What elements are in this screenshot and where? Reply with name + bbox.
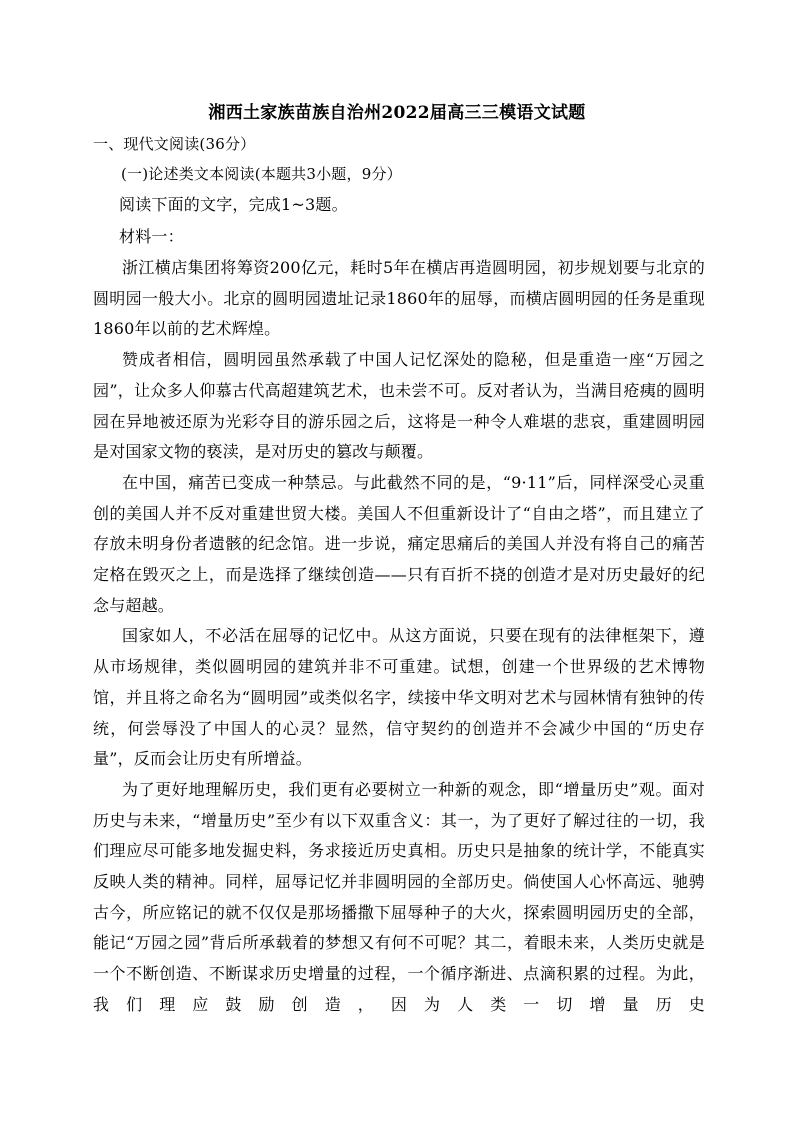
paragraph-4: 国家如人，不必活在屈辱的记忆中。从这方面说，只要在现有的法律框架下，遵从市场规律，类似圆明园的建筑并非不可重建。试想，创建一个世界级的艺术博物馆，并且将之命名为“圆明园”或类似名字，续接中华文明对艺术与园林情有独钟的传统，何尝辱没了中国人的心灵？显然，信守契约的创造并不会减少中国的“历史存量”，反而会让历史有所增益。 bbox=[93, 626, 705, 769]
instruction-text: 阅读下面的文字，完成1~3题。 bbox=[119, 195, 348, 214]
document-title: 湘西土家族苗族自治州2022届高三三模语文试题 bbox=[208, 103, 586, 123]
paragraph-3: 在中国，痛苦已变成一种禁忌。与此截然不同的是，“9·11”后，同样深受心灵重创的美国人并不反对重建世贸大楼。美国人不但重新设计了“自由之塔”，而且建立了存放未明身份者遗骸的纪念馆。进一步说，痛定思痛后的美国人并没有将自己的痛苦定格在毁灭之上，而是选择了继续创造——只有百折不挠的创造才是对历史最好的纪念与超越。 bbox=[93, 472, 705, 615]
paragraph-2: 赞成者相信，圆明园虽然承载了中国人记忆深处的隐秘，但是重造一座“万园之园”，让众多人仰慕古代高超建筑艺术，也未尝不可。反对者认为，当满目疮痍的圆明园在异地被还原为光彩夺目的游乐园之后，这将是一种令人难堪的悲哀，重建圆明园是对国家文物的亵渎，是对历史的篡改与颠覆。 bbox=[93, 350, 705, 462]
paragraph-5: 为了更好地理解历史，我们更有必要树立一种新的观念，即“增量历史”观。面对历史与未来，“增量历史”至少有以下双重含义：其一，为了更好了解过往的一切，我们理应尽可能多地发掘史料，务求接近历史真相。历史只是抽象的统计学，不能真实反映人类的精神。同样，屈辱记忆并非圆明园的全部历史。倘使国人心怀高远、驰骋古今，所应铭记的就不仅仅是那场播撒下屈辱种子的大火，探索圆明园历史的全部，能记“万园之园”背后所承载着的梦想又有何不可呢？其二，着眼未来，人类历史就是一个不断创造、不断谋求历史增量的过程，一个循序渐进、点滴积累的过程。为此，我们理应鼓励创造，因为人类一切增量历史 bbox=[93, 779, 705, 1014]
paragraph-1: 浙江横店集团将筹资200亿元，耗时5年在横店再造圆明园，初步规划要与北京的圆明园一般大小。北京的圆明园遗址记录1860年的屈辱，而横店圆明园的任务是重现1860年以前的艺术辉煌。 bbox=[93, 258, 705, 339]
section-heading: 一、现代文阅读(36分） bbox=[93, 135, 256, 153]
subsection-heading: (一)论述类文本阅读(本题共3小题，9分） bbox=[121, 165, 402, 183]
document-body bbox=[93, 129, 705, 1021]
material-label: 材料一： bbox=[119, 227, 184, 246]
